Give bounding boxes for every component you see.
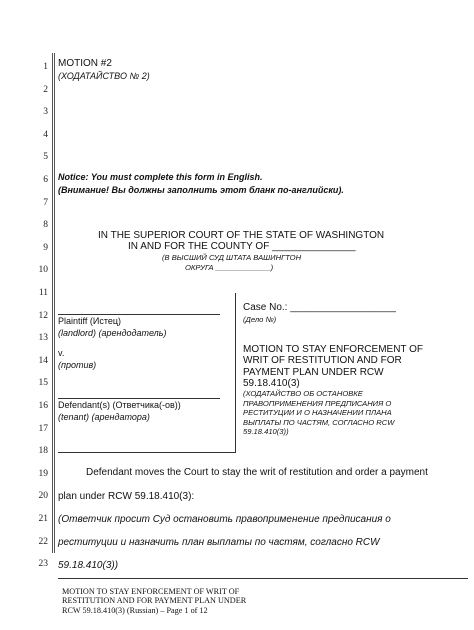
- defendant-label: Defendant(s) (Ответчика(-ов)): [58, 400, 181, 410]
- notice-en: Notice: You must complete this form in English.: [58, 172, 263, 182]
- line-number: 17: [38, 423, 48, 434]
- motion-heading-line: 59.18.410(3): [243, 378, 300, 390]
- line-number: 5: [43, 152, 48, 163]
- notice-ru: (Внимание! Вы должны заполнить этот бланк по-английски).: [58, 185, 344, 195]
- line-number: 12: [38, 310, 48, 321]
- body-paragraph-en-line-1: Defendant moves the Court to stay the writ of restitution and order a payment: [86, 467, 428, 478]
- versus-label: v.: [58, 348, 65, 358]
- body-paragraph-ru-line-1: (Ответчик просит Суд остановить правоприменение предписания о: [58, 514, 391, 525]
- court-ru-line-2: ОКРУГА _____________): [185, 263, 274, 272]
- line-number: 8: [43, 220, 48, 231]
- motion-heading-line: РЕСТИТУЦИИ И О НАЗНАЧЕНИИ ПЛАНА: [243, 408, 392, 418]
- motion-heading-line: 59.18.410(3)): [243, 427, 289, 437]
- line-number: 7: [43, 197, 48, 208]
- footer-line-2: RESTITUTION AND FOR PAYMENT PLAN UNDER: [62, 596, 247, 606]
- motion-title-ru: (ХОДАТАЙСТВО № 2): [58, 71, 150, 81]
- line-number: 3: [43, 107, 48, 118]
- line-number: 13: [38, 333, 48, 344]
- body-paragraph-en-line-2: plan under RCW 59.18.410(3):: [58, 491, 195, 502]
- caption-bottom-line: [58, 452, 236, 453]
- line-number: 11: [38, 288, 48, 298]
- footer-line-3: RCW 59.18.410(3) (Russian) – Page 1 of 12: [62, 605, 208, 615]
- left-margin-rule-outer: [52, 53, 53, 553]
- body-paragraph-ru-line-3: 59.18.410(3)): [58, 560, 119, 571]
- court-ru-line-1: (В ВЫСШИЙ СУД ШТАТА ВАШИНГТОН: [162, 253, 302, 262]
- line-number: 20: [38, 491, 48, 502]
- line-number: 14: [38, 355, 48, 366]
- motion-heading: [243, 344, 423, 390]
- body-paragraph-ru-line-2: реституции и назначить план выплаты по частям, согласно RCW: [58, 537, 380, 548]
- line-number: 19: [38, 468, 48, 479]
- motion-title: MOTION #2: [58, 58, 112, 69]
- plaintiff-label-ru: (landlord) (арендодатель): [58, 328, 167, 338]
- line-number: 18: [38, 446, 48, 457]
- plaintiff-name-line: [58, 314, 220, 315]
- defendant-name-line: [58, 398, 220, 399]
- footer-rule: [58, 578, 468, 579]
- line-number: 1: [43, 62, 48, 72]
- line-number: 23: [38, 559, 48, 570]
- line-number: 10: [38, 265, 48, 276]
- line-number: 4: [43, 129, 48, 140]
- left-margin-rule-inner: [54, 53, 55, 553]
- motion-heading-line: ВЫПЛАТЫ ПО ЧАСТЯМ, СОГЛАСНО RCW: [243, 417, 395, 427]
- court-line-1: IN THE SUPERIOR COURT OF THE STATE OF WASHINGTON: [98, 230, 385, 241]
- line-number: 16: [38, 401, 48, 411]
- line-number: 2: [43, 84, 48, 95]
- footer: [62, 587, 246, 615]
- line-number: 22: [38, 536, 48, 547]
- footer-line-1: MOTION TO STAY ENFORCEMENT OF WRIT OF: [62, 587, 240, 596]
- line-number: 15: [38, 378, 48, 389]
- line-number: 21: [38, 514, 48, 524]
- versus-label-ru: (против): [58, 360, 97, 370]
- motion-heading-line: WRIT OF RESTITUTION AND FOR: [243, 355, 402, 367]
- line-number: 6: [43, 175, 48, 185]
- motion-heading-ru: [243, 389, 394, 437]
- motion-heading-line: PAYMENT PLAN UNDER RCW: [243, 366, 384, 378]
- defendant-label-ru: (tenant) (арендатора): [58, 412, 150, 422]
- case-number: Case No.: ___________________: [243, 302, 396, 313]
- case-number-ru: (Дело №): [243, 315, 277, 324]
- caption-divider: [235, 293, 236, 453]
- line-number: 9: [43, 242, 48, 253]
- court-line-2: IN AND FOR THE COUNTY OF _______________: [128, 241, 356, 252]
- motion-heading-line: ПРАВОПРИМЕНЕНИЯ ПРЕДПИСАНИЯ О: [243, 398, 392, 408]
- motion-heading-line: MOTION TO STAY ENFORCEMENT OF: [243, 344, 424, 355]
- plaintiff-label: Plaintiff (Истец): [58, 316, 121, 326]
- motion-heading-line: (ХОДАТАЙСТВО ОБ ОСТАНОВКЕ: [243, 389, 363, 398]
